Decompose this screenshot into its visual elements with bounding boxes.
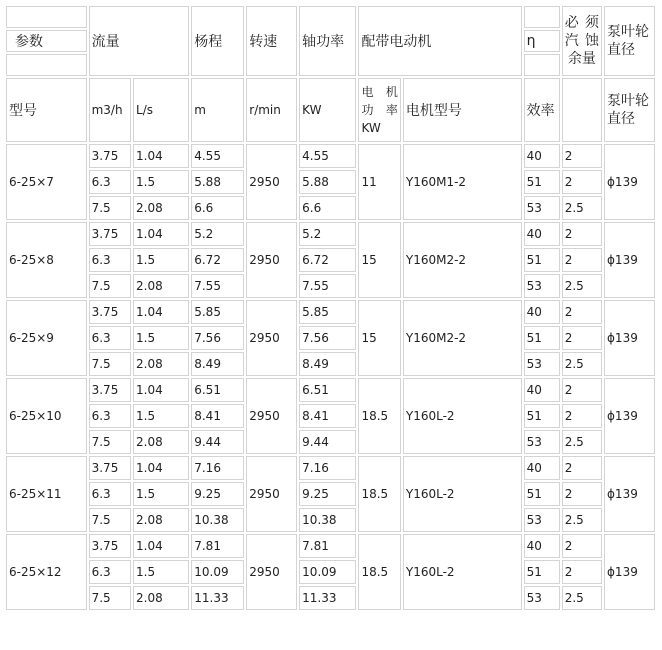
cell-efficiency: 40 [524, 222, 560, 246]
cell-speed: 2950 [246, 144, 297, 220]
cell-head: 6.6 [191, 196, 244, 220]
cell-shaft-power: 9.25 [299, 482, 356, 506]
cell-motor-power: 18.5 [358, 456, 400, 532]
cell-flow-m3h: 6.3 [89, 482, 131, 506]
cell-flow-ls: 1.5 [133, 560, 189, 584]
cell-flow-m3h: 7.5 [89, 586, 131, 610]
cell-flow-ls: 1.5 [133, 326, 189, 350]
cell-npsh: 2 [562, 326, 602, 350]
cell-npsh: 2 [562, 534, 602, 558]
cell-npsh: 2 [562, 482, 602, 506]
cell-efficiency: 40 [524, 534, 560, 558]
cell-flow-ls: 1.04 [133, 456, 189, 480]
header-blank-top [6, 6, 87, 28]
cell-npsh: 2.5 [562, 196, 602, 220]
table-row [6, 326, 655, 350]
cell-shaft-power: 6.6 [299, 196, 356, 220]
header-impeller [604, 6, 655, 76]
header-motor-power-line1: 电 机 [361, 85, 398, 99]
cell-flow-m3h: 6.3 [89, 248, 131, 272]
cell-flow-m3h: 3.75 [89, 144, 131, 168]
header-motor-power-line2: 功 率 [361, 103, 398, 117]
cell-efficiency: 53 [524, 352, 560, 376]
table-row [6, 404, 655, 428]
cell-shaft-power: 5.85 [299, 300, 356, 324]
cell-flow-m3h: 7.5 [89, 274, 131, 298]
table-row [6, 352, 655, 376]
cell-npsh: 2 [562, 560, 602, 584]
pump-spec-table [4, 4, 657, 612]
cell-head: 11.33 [191, 586, 244, 610]
cell-flow-ls: 1.5 [133, 404, 189, 428]
cell-impeller: ϕ139 [604, 534, 655, 610]
cell-shaft-power: 5.88 [299, 170, 356, 194]
header-motor-power [358, 78, 400, 142]
cell-efficiency: 51 [524, 404, 560, 428]
header-model: 型号 [6, 78, 87, 142]
cell-flow-m3h: 7.5 [89, 430, 131, 454]
cell-impeller: ϕ139 [604, 378, 655, 454]
header-motor-power-line3: KW [361, 121, 381, 135]
cell-npsh: 2 [562, 222, 602, 246]
header-eta-blank-bottom [524, 54, 560, 76]
cell-npsh: 2 [562, 300, 602, 324]
cell-shaft-power: 6.51 [299, 378, 356, 402]
cell-npsh: 2 [562, 144, 602, 168]
cell-efficiency: 53 [524, 430, 560, 454]
table-row [6, 586, 655, 610]
table-row [6, 508, 655, 532]
header-eta: η [524, 30, 560, 52]
cell-shaft-power: 5.2 [299, 222, 356, 246]
header-impeller-line2: 直径 [607, 42, 636, 58]
cell-flow-m3h: 3.75 [89, 222, 131, 246]
cell-shaft-power: 7.81 [299, 534, 356, 558]
cell-efficiency: 40 [524, 144, 560, 168]
cell-flow-ls: 2.08 [133, 508, 189, 532]
cell-head: 8.41 [191, 404, 244, 428]
cell-head: 5.85 [191, 300, 244, 324]
cell-shaft-power: 8.49 [299, 352, 356, 376]
cell-shaft-power: 10.09 [299, 560, 356, 584]
table-row [6, 456, 655, 480]
cell-flow-ls: 1.5 [133, 248, 189, 272]
cell-speed: 2950 [246, 456, 297, 532]
cell-flow-ls: 1.04 [133, 144, 189, 168]
cell-npsh: 2.5 [562, 352, 602, 376]
cell-head: 10.09 [191, 560, 244, 584]
header-param: 参数 [6, 30, 87, 52]
table-row [6, 170, 655, 194]
cell-head: 10.38 [191, 508, 244, 532]
header-npsh-line3: 余量 [567, 51, 596, 67]
cell-head: 7.56 [191, 326, 244, 350]
cell-flow-ls: 1.04 [133, 534, 189, 558]
cell-head: 9.44 [191, 430, 244, 454]
table-row [6, 534, 655, 558]
cell-head: 7.55 [191, 274, 244, 298]
cell-shaft-power: 11.33 [299, 586, 356, 610]
header-npsh-blank [562, 78, 602, 142]
table-row [6, 378, 655, 402]
cell-flow-ls: 2.08 [133, 274, 189, 298]
cell-motor-power: 18.5 [358, 378, 400, 454]
cell-efficiency: 40 [524, 456, 560, 480]
pump-spec-table-container [4, 4, 657, 644]
header-npsh [562, 6, 602, 76]
cell-head: 7.16 [191, 456, 244, 480]
cell-npsh: 2 [562, 404, 602, 428]
header-power-unit: KW [299, 78, 356, 142]
cell-efficiency: 51 [524, 326, 560, 350]
cell-shaft-power: 7.56 [299, 326, 356, 350]
cell-flow-m3h: 6.3 [89, 560, 131, 584]
cell-model: 6-25×8 [6, 222, 87, 298]
header-flow: 流量 [89, 6, 190, 76]
cell-speed: 2950 [246, 534, 297, 610]
cell-head: 7.81 [191, 534, 244, 558]
cell-efficiency: 51 [524, 248, 560, 272]
cell-head: 5.2 [191, 222, 244, 246]
header-impeller-2-line1: 泵叶轮 [607, 93, 650, 109]
cell-npsh: 2.5 [562, 430, 602, 454]
cell-shaft-power: 7.55 [299, 274, 356, 298]
cell-efficiency: 40 [524, 300, 560, 324]
cell-flow-m3h: 6.3 [89, 326, 131, 350]
header-impeller-line1: 泵叶轮 [607, 24, 650, 40]
table-row [6, 196, 655, 220]
header-efficiency: 效率 [524, 78, 560, 142]
cell-model: 6-25×9 [6, 300, 87, 376]
cell-flow-ls: 1.5 [133, 170, 189, 194]
header-flow-unit-m3h: m3/h [89, 78, 131, 142]
cell-npsh: 2 [562, 170, 602, 194]
cell-efficiency: 53 [524, 586, 560, 610]
cell-motor-model: Y160M2-2 [403, 222, 522, 298]
cell-flow-m3h: 7.5 [89, 508, 131, 532]
table-row [6, 222, 655, 246]
cell-flow-ls: 2.08 [133, 430, 189, 454]
header-flow-unit-ls: L/s [133, 78, 189, 142]
header-motor: 配带电动机 [358, 6, 521, 76]
cell-npsh: 2 [562, 456, 602, 480]
cell-motor-model: Y160L-2 [403, 378, 522, 454]
cell-shaft-power: 9.44 [299, 430, 356, 454]
cell-motor-model: Y160L-2 [403, 456, 522, 532]
cell-flow-ls: 2.08 [133, 196, 189, 220]
cell-efficiency: 53 [524, 508, 560, 532]
cell-motor-power: 15 [358, 300, 400, 376]
header-head: 杨程 [191, 6, 244, 76]
cell-model: 6-25×10 [6, 378, 87, 454]
cell-model: 6-25×11 [6, 456, 87, 532]
table-body [6, 144, 655, 610]
cell-impeller: ϕ139 [604, 144, 655, 220]
table-row [6, 560, 655, 584]
table-row [6, 248, 655, 272]
cell-model: 6-25×7 [6, 144, 87, 220]
cell-flow-m3h: 3.75 [89, 534, 131, 558]
cell-flow-m3h: 6.3 [89, 170, 131, 194]
cell-flow-ls: 1.04 [133, 378, 189, 402]
cell-flow-ls: 2.08 [133, 352, 189, 376]
cell-efficiency: 53 [524, 274, 560, 298]
cell-npsh: 2 [562, 248, 602, 272]
cell-flow-m3h: 6.3 [89, 404, 131, 428]
header-impeller-2-line2: 直径 [607, 111, 636, 127]
cell-efficiency: 51 [524, 560, 560, 584]
header-impeller-2 [604, 78, 655, 142]
cell-shaft-power: 8.41 [299, 404, 356, 428]
cell-flow-m3h: 7.5 [89, 196, 131, 220]
header-npsh-line2: 汽 蚀 [564, 33, 600, 49]
cell-head: 4.55 [191, 144, 244, 168]
cell-impeller: ϕ139 [604, 222, 655, 298]
cell-impeller: ϕ139 [604, 456, 655, 532]
cell-head: 9.25 [191, 482, 244, 506]
header-eta-blank-top [524, 6, 560, 28]
cell-head: 5.88 [191, 170, 244, 194]
table-row [6, 144, 655, 168]
cell-npsh: 2 [562, 378, 602, 402]
cell-shaft-power: 10.38 [299, 508, 356, 532]
cell-head: 6.72 [191, 248, 244, 272]
cell-motor-model: Y160M2-2 [403, 300, 522, 376]
cell-efficiency: 51 [524, 170, 560, 194]
cell-npsh: 2.5 [562, 274, 602, 298]
cell-motor-power: 15 [358, 222, 400, 298]
cell-speed: 2950 [246, 300, 297, 376]
table-row [6, 482, 655, 506]
cell-flow-m3h: 7.5 [89, 352, 131, 376]
header-npsh-line1: 必 须 [564, 15, 600, 31]
cell-shaft-power: 7.16 [299, 456, 356, 480]
table-row [6, 300, 655, 324]
cell-speed: 2950 [246, 378, 297, 454]
table-row [6, 430, 655, 454]
cell-motor-model: Y160L-2 [403, 534, 522, 610]
cell-flow-ls: 1.04 [133, 222, 189, 246]
cell-head: 6.51 [191, 378, 244, 402]
table-header [6, 6, 655, 142]
header-speed: 转速 [246, 6, 297, 76]
cell-efficiency: 53 [524, 196, 560, 220]
cell-speed: 2950 [246, 222, 297, 298]
header-head-unit: m [191, 78, 244, 142]
cell-flow-ls: 1.5 [133, 482, 189, 506]
cell-npsh: 2.5 [562, 586, 602, 610]
header-speed-unit: r/min [246, 78, 297, 142]
cell-efficiency: 51 [524, 482, 560, 506]
cell-model: 6-25×12 [6, 534, 87, 610]
cell-motor-power: 11 [358, 144, 400, 220]
header-blank-bottom [6, 54, 87, 76]
table-row [6, 274, 655, 298]
header-motor-model: 电机型号 [403, 78, 522, 142]
cell-npsh: 2.5 [562, 508, 602, 532]
header-shaft-power: 轴功率 [299, 6, 356, 76]
cell-flow-m3h: 3.75 [89, 378, 131, 402]
cell-motor-power: 18.5 [358, 534, 400, 610]
cell-impeller: ϕ139 [604, 300, 655, 376]
cell-flow-ls: 2.08 [133, 586, 189, 610]
cell-efficiency: 40 [524, 378, 560, 402]
cell-head: 8.49 [191, 352, 244, 376]
cell-motor-model: Y160M1-2 [403, 144, 522, 220]
cell-shaft-power: 4.55 [299, 144, 356, 168]
cell-shaft-power: 6.72 [299, 248, 356, 272]
cell-flow-m3h: 3.75 [89, 456, 131, 480]
cell-flow-m3h: 3.75 [89, 300, 131, 324]
cell-flow-ls: 1.04 [133, 300, 189, 324]
